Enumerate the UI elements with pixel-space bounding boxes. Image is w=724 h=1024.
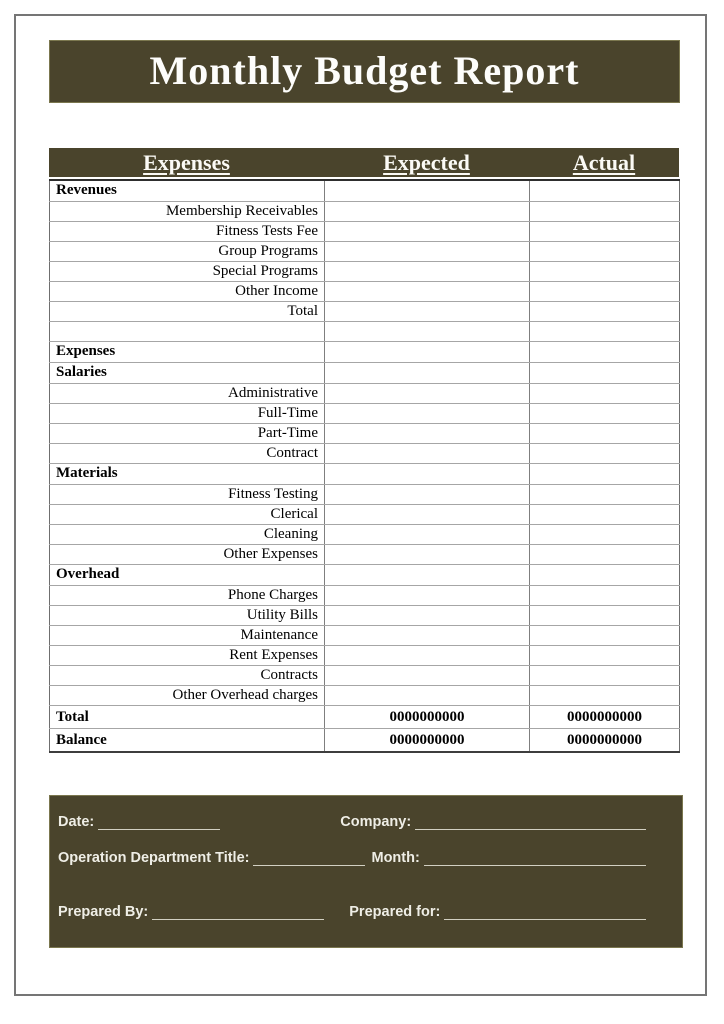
table-row (50, 443, 680, 463)
column-header-expenses: Expenses (143, 150, 230, 175)
row-label-cell: Salaries (50, 362, 325, 383)
row-label-cell: Total (50, 301, 325, 321)
page-content (49, 40, 681, 948)
actual-value-cell[interactable]: 0000000000 (530, 728, 680, 752)
row-label-cell: Administrative (50, 383, 325, 403)
table-row (50, 524, 680, 544)
row-label-cell: Fitness Tests Fee (50, 221, 325, 241)
actual-value-cell[interactable] (530, 341, 680, 362)
expected-value-cell[interactable] (325, 524, 530, 544)
table-row (50, 423, 680, 443)
table-row (50, 705, 680, 728)
actual-value-cell[interactable] (530, 362, 680, 383)
prepared-by-label: Prepared By: (58, 903, 149, 920)
table-header-row (49, 148, 679, 177)
expected-value-cell[interactable] (325, 362, 530, 383)
actual-value-cell[interactable] (530, 443, 680, 463)
row-label-cell: Other Overhead charges (50, 685, 325, 705)
row-label-cell: Other Expenses (50, 544, 325, 564)
table-row (50, 605, 680, 625)
expected-value-cell[interactable] (325, 383, 530, 403)
row-label-cell: Maintenance (50, 625, 325, 645)
expected-value-cell[interactable] (325, 443, 530, 463)
actual-value-cell[interactable] (530, 383, 680, 403)
expected-value-cell[interactable] (325, 241, 530, 261)
expected-value-cell[interactable] (325, 423, 530, 443)
column-header-expected: Expected (383, 150, 470, 175)
expected-value-cell[interactable]: 0000000000 (325, 728, 530, 752)
expected-value-cell[interactable] (325, 261, 530, 281)
expected-value-cell[interactable] (325, 321, 530, 341)
footer-info-box (49, 795, 683, 948)
expected-value-cell[interactable] (325, 301, 530, 321)
row-label-cell: Contracts (50, 665, 325, 685)
operation-department-blank-line[interactable] (253, 851, 365, 866)
actual-value-cell[interactable] (530, 423, 680, 443)
expected-value-cell[interactable] (325, 281, 530, 301)
actual-value-cell[interactable] (530, 524, 680, 544)
row-label-cell: Balance (50, 728, 325, 752)
expected-value-cell[interactable] (325, 685, 530, 705)
table-row (50, 625, 680, 645)
month-blank-line[interactable] (424, 851, 646, 866)
actual-value-cell[interactable]: 0000000000 (530, 705, 680, 728)
budget-table (49, 148, 679, 753)
table-row (50, 201, 680, 221)
operation-department-label: Operation Department Title: (58, 849, 250, 866)
column-header-actual: Actual (572, 150, 636, 175)
table-row (50, 665, 680, 685)
prepared-for-label: Prepared for: (349, 903, 441, 920)
company-label: Company: (340, 813, 412, 830)
actual-value-cell[interactable] (530, 585, 680, 605)
expected-value-cell[interactable] (325, 341, 530, 362)
row-label-cell: Special Programs (50, 261, 325, 281)
row-label-cell: Phone Charges (50, 585, 325, 605)
table-row (50, 544, 680, 564)
expected-value-cell[interactable] (325, 665, 530, 685)
table-row (50, 383, 680, 403)
expected-value-cell[interactable] (325, 645, 530, 665)
expected-value-cell[interactable] (325, 544, 530, 564)
actual-value-cell[interactable] (530, 281, 680, 301)
row-label-cell: Group Programs (50, 241, 325, 261)
row-label-cell: Contract (50, 443, 325, 463)
table-row (50, 728, 680, 752)
month-label: Month: (371, 849, 420, 866)
footer-row-department-month (58, 842, 646, 866)
table-row (50, 403, 680, 423)
actual-value-cell[interactable] (530, 645, 680, 665)
expected-value-cell[interactable]: 0000000000 (325, 705, 530, 728)
expected-value-cell[interactable] (325, 201, 530, 221)
expected-value-cell[interactable] (325, 585, 530, 605)
company-blank-line[interactable] (415, 815, 646, 830)
row-label-cell: Expenses (50, 341, 325, 362)
expected-value-cell[interactable] (325, 403, 530, 423)
row-label-cell: Full-Time (50, 403, 325, 423)
row-label-cell: Materials (50, 463, 325, 484)
table-row (50, 241, 680, 261)
actual-value-cell[interactable] (530, 403, 680, 423)
table-row (50, 321, 680, 341)
actual-value-cell[interactable] (530, 685, 680, 705)
actual-value-cell[interactable] (530, 665, 680, 685)
table-row (50, 484, 680, 504)
prepared-by-blank-line[interactable] (152, 905, 324, 920)
row-label-cell: Part-Time (50, 423, 325, 443)
actual-value-cell[interactable] (530, 625, 680, 645)
expected-value-cell[interactable] (325, 180, 530, 201)
expected-value-cell[interactable] (325, 221, 530, 241)
table-row (50, 362, 680, 383)
expected-value-cell[interactable] (325, 484, 530, 504)
footer-row-date-company (58, 806, 646, 830)
row-label-cell (50, 321, 325, 341)
actual-value-cell[interactable] (530, 180, 680, 201)
actual-value-cell[interactable] (530, 544, 680, 564)
actual-value-cell[interactable] (530, 221, 680, 241)
table-row (50, 504, 680, 524)
expected-value-cell[interactable] (325, 463, 530, 484)
table-row (50, 281, 680, 301)
table-row (50, 301, 680, 321)
row-label-cell: Fitness Testing (50, 484, 325, 504)
footer-row-prepared (58, 896, 646, 920)
table-row (50, 585, 680, 605)
row-label-cell: Membership Receivables (50, 201, 325, 221)
page-title: Monthly Budget Report (149, 48, 580, 93)
expected-value-cell[interactable] (325, 564, 530, 585)
actual-value-cell[interactable] (530, 241, 680, 261)
actual-value-cell[interactable] (530, 484, 680, 504)
table-row (50, 341, 680, 362)
prepared-for-blank-line[interactable] (444, 905, 646, 920)
actual-value-cell[interactable] (530, 321, 680, 341)
date-blank-line[interactable] (98, 815, 220, 830)
table-row (50, 463, 680, 484)
expected-value-cell[interactable] (325, 625, 530, 645)
row-label-cell: Other Income (50, 281, 325, 301)
actual-value-cell[interactable] (530, 605, 680, 625)
table-row (50, 221, 680, 241)
actual-value-cell[interactable] (530, 301, 680, 321)
row-label-cell: Revenues (50, 180, 325, 201)
row-label-cell: Cleaning (50, 524, 325, 544)
page-border-frame (14, 14, 707, 996)
table-row (50, 645, 680, 665)
table-row (50, 685, 680, 705)
date-label: Date: (58, 813, 95, 830)
budget-table-body (49, 179, 680, 753)
row-label-cell: Rent Expenses (50, 645, 325, 665)
row-label-cell: Total (50, 705, 325, 728)
actual-value-cell[interactable] (530, 463, 680, 484)
row-label-cell: Clerical (50, 504, 325, 524)
title-bar (49, 40, 680, 103)
table-row (50, 261, 680, 281)
expected-value-cell[interactable] (325, 504, 530, 524)
table-row (50, 564, 680, 585)
actual-value-cell[interactable] (530, 201, 680, 221)
row-label-cell: Utility Bills (50, 605, 325, 625)
actual-value-cell[interactable] (530, 261, 680, 281)
table-row (50, 180, 680, 201)
actual-value-cell[interactable] (530, 504, 680, 524)
expected-value-cell[interactable] (325, 605, 530, 625)
actual-value-cell[interactable] (530, 564, 680, 585)
row-label-cell: Overhead (50, 564, 325, 585)
